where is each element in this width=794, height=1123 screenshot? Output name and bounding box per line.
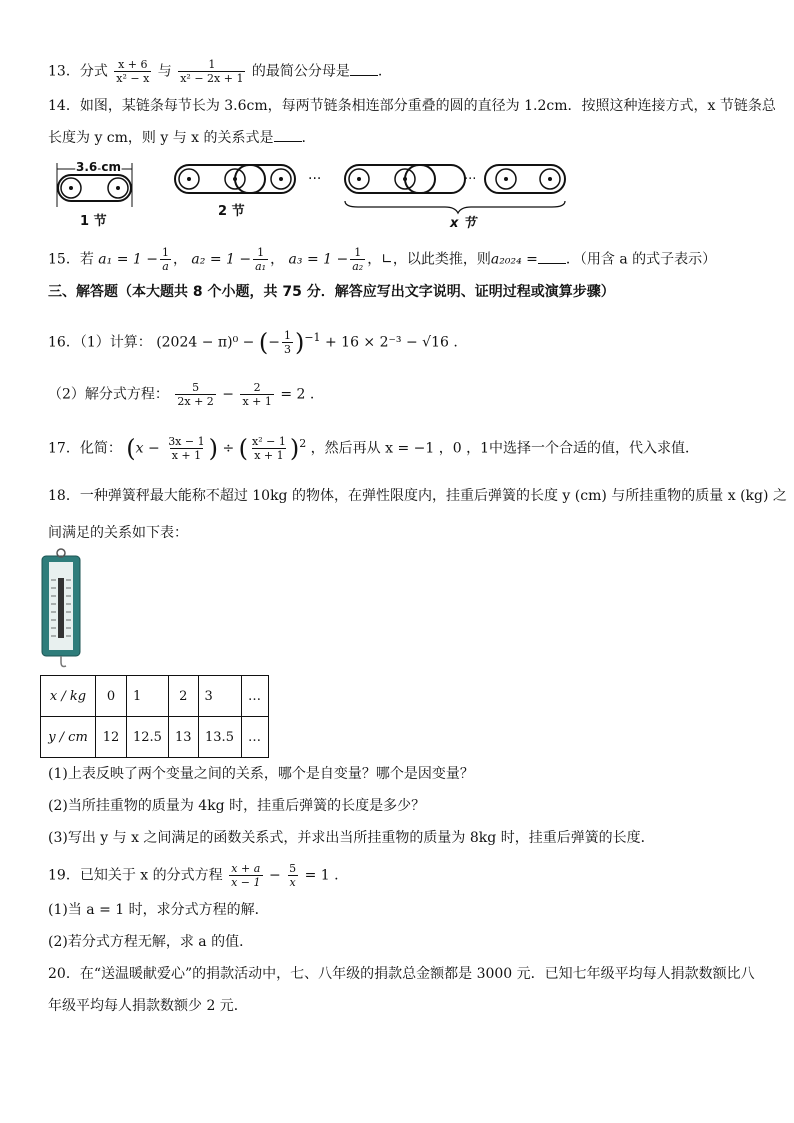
q13-fraction-1: $\frac{x + 6}{\text{x² − x}}$ (116, 58, 150, 85)
table-row: x / kg 0 1 2 3 … (41, 676, 269, 717)
q13: 13．分式 $\frac{x + 6}{\text{x² − x}}$ 与 $\frac{1}{\text{x² − 2x + 1}}$ 的最简公分母是 . (48, 58, 383, 85)
q18-sub2: (2)当所挂重物的质量为 4kg 时，挂重后弹簧的长度是多少？ (48, 798, 426, 814)
q19-sub1: (1)当 a = 1 时，求分式方程的解． (48, 902, 269, 918)
label-1: 1 节 (80, 214, 107, 229)
q16-part1: 16．（1）计算： (2024 − π)⁰ − (− $\frac{1}{3}$ )$^{-1}$ + 16 × 2⁻³ − √16 . (48, 328, 458, 357)
answer-blank[interactable] (350, 63, 378, 76)
data-table (40, 675, 269, 758)
brace (345, 201, 565, 213)
q19-frac-2: $\frac{5}{x}$ (289, 862, 297, 889)
q16-frac-b: $\frac{2}{x + 1}$ (242, 381, 272, 408)
q16-part2: （2）解分式方程： $\frac{5}{2x + 2}$ − $\frac{2}{x + 1}$ = 2 . (48, 381, 315, 408)
answer-blank[interactable] (274, 129, 302, 142)
ellipsis: ··· (308, 171, 322, 187)
q15-frac-3: $\frac{1}{\text{a₂}}$ (352, 246, 364, 273)
q18-sub3: (3)写出 y 与 x 之间满足的函数关系式，并求出当所挂重物的质量为 8kg 时，挂重后弹簧的长度． (48, 830, 655, 846)
q14-line2: 长度为 y cm，则 y 与 x 的关系式是 . (48, 130, 306, 146)
q19: 19．已知关于 x 的分式方程 $\frac{x + a}{x - 1}$ − $\frac{5}{x}$ = 1 . (48, 862, 339, 889)
q17: 17．化简： (x − $\frac{3x - 1}{x + 1}$ ) ÷ ( $\frac{\text{x² − 1}}{x + 1}$ )$^2$ ，然后再从 x = −1 ，0 ，1中选择一个合适的值，代入求值． (48, 434, 699, 463)
q19-sub2: (2)若分式方程无解，求 a 的值． (48, 934, 254, 950)
q15: 15．若 a₁ = 1 − $\frac{1}{a}$ ， a₂ = 1 − $\frac{1}{\text{a₁}}$ ， a₃ = 1 − $\frac{1}{\text{a₂}}$ ，∟，以此类推，则a₂₀₂₄ = ．（用含 a 的式子表示） (48, 246, 717, 273)
q18-sub1: (1)上表反映了两个变量之间的关系，哪个是自变量？哪个是因变量？ (48, 766, 474, 782)
q18-line1: 18．一种弹簧秤最大能称不超过 10kg 的物体，在弹性限度内，挂重后弹簧的长度 y (cm) 与所挂重物的质量 x (kg) 之 (48, 488, 787, 504)
q20-line2: 年级平均每人捐款数额少 2 元． (48, 998, 248, 1014)
q16-frac-a: $\frac{5}{2x + 2}$ (177, 381, 214, 408)
q17-frac-1: $\frac{3x - 1}{x + 1}$ (168, 435, 205, 463)
table-row: y / cm 12 12.5 13 13.5 … (41, 717, 269, 758)
q13-fraction-2: $\frac{1}{\text{x² − 2x + 1}}$ (180, 58, 244, 85)
q19-frac-1: $\frac{x + a}{x - 1}$ (231, 862, 261, 889)
inner-ellipsis: ··· (464, 172, 477, 187)
label-2: 2 节 (218, 204, 245, 219)
section-heading: 三、解答题（本大题共 8 个小题，共 75 分．解答应写出文字说明、证明过程或演算步骤） (48, 284, 615, 300)
q20-line1: 20．在“送温暖献爱心”的捐款活动中，七、八年级的捐款总金额都是 3000 元．已知七年级平均每人捐款数额比八 (48, 966, 755, 982)
q18-line2: 间满足的关系如下表： (48, 525, 188, 541)
answer-blank[interactable] (538, 251, 566, 264)
q17-frac-2: $\frac{\text{x² − 1}}{x + 1}$ (252, 435, 286, 463)
q15-frac-1: $\frac{1}{a}$ (161, 246, 169, 273)
chain-figure (40, 155, 600, 230)
length-label: 3.6 cm (76, 160, 122, 174)
q14-line1: 14．如图，某链条每节长为 3.6cm，每两节链条相连部分重叠的圆的直径为 1.2cm．按照这种连接方式，x 节链条总 (48, 98, 776, 114)
label-x: x 节 (450, 216, 476, 230)
q16-frac: $\frac{1}{3}$ (283, 329, 291, 357)
spring-scale-image (40, 548, 82, 670)
q15-frac-2: $\frac{1}{\text{a₁}}$ (255, 246, 267, 273)
